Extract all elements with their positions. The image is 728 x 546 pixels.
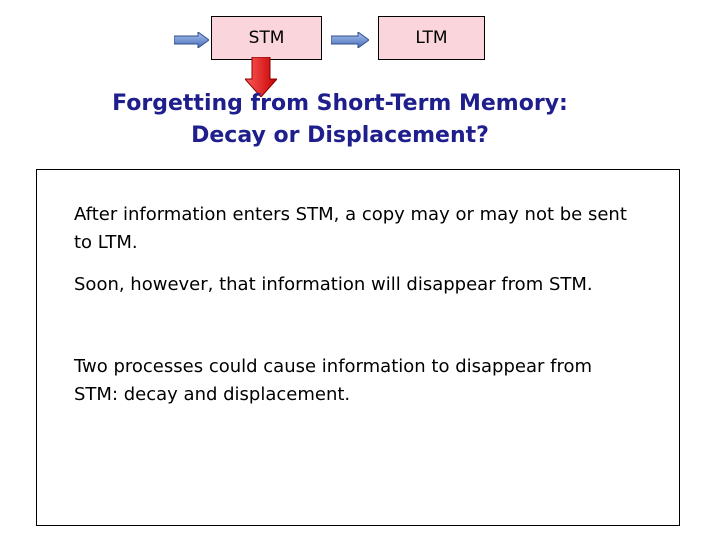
paragraph-1: After information enters STM, a copy may or may not be sent to LTM. <box>74 204 627 253</box>
memory-flow-diagram <box>0 0 728 90</box>
title-line-2: Decay or Displacement? <box>191 123 489 148</box>
stm-to-ltm-arrow-icon <box>331 32 369 48</box>
stm-label: STM <box>248 28 285 48</box>
paragraph-3: Two processes could cause information to disappear from STM: decay and displacement. <box>74 356 592 405</box>
stm-box <box>211 16 322 60</box>
title-line-1: Forgetting from Short-Term Memory: <box>112 91 568 116</box>
input-arrow-icon <box>174 32 209 48</box>
ltm-box <box>378 16 485 60</box>
ltm-label: LTM <box>415 28 448 48</box>
paragraph-2: Soon, however, that information will disappear from STM. <box>74 274 593 295</box>
slide-title <box>40 88 640 152</box>
